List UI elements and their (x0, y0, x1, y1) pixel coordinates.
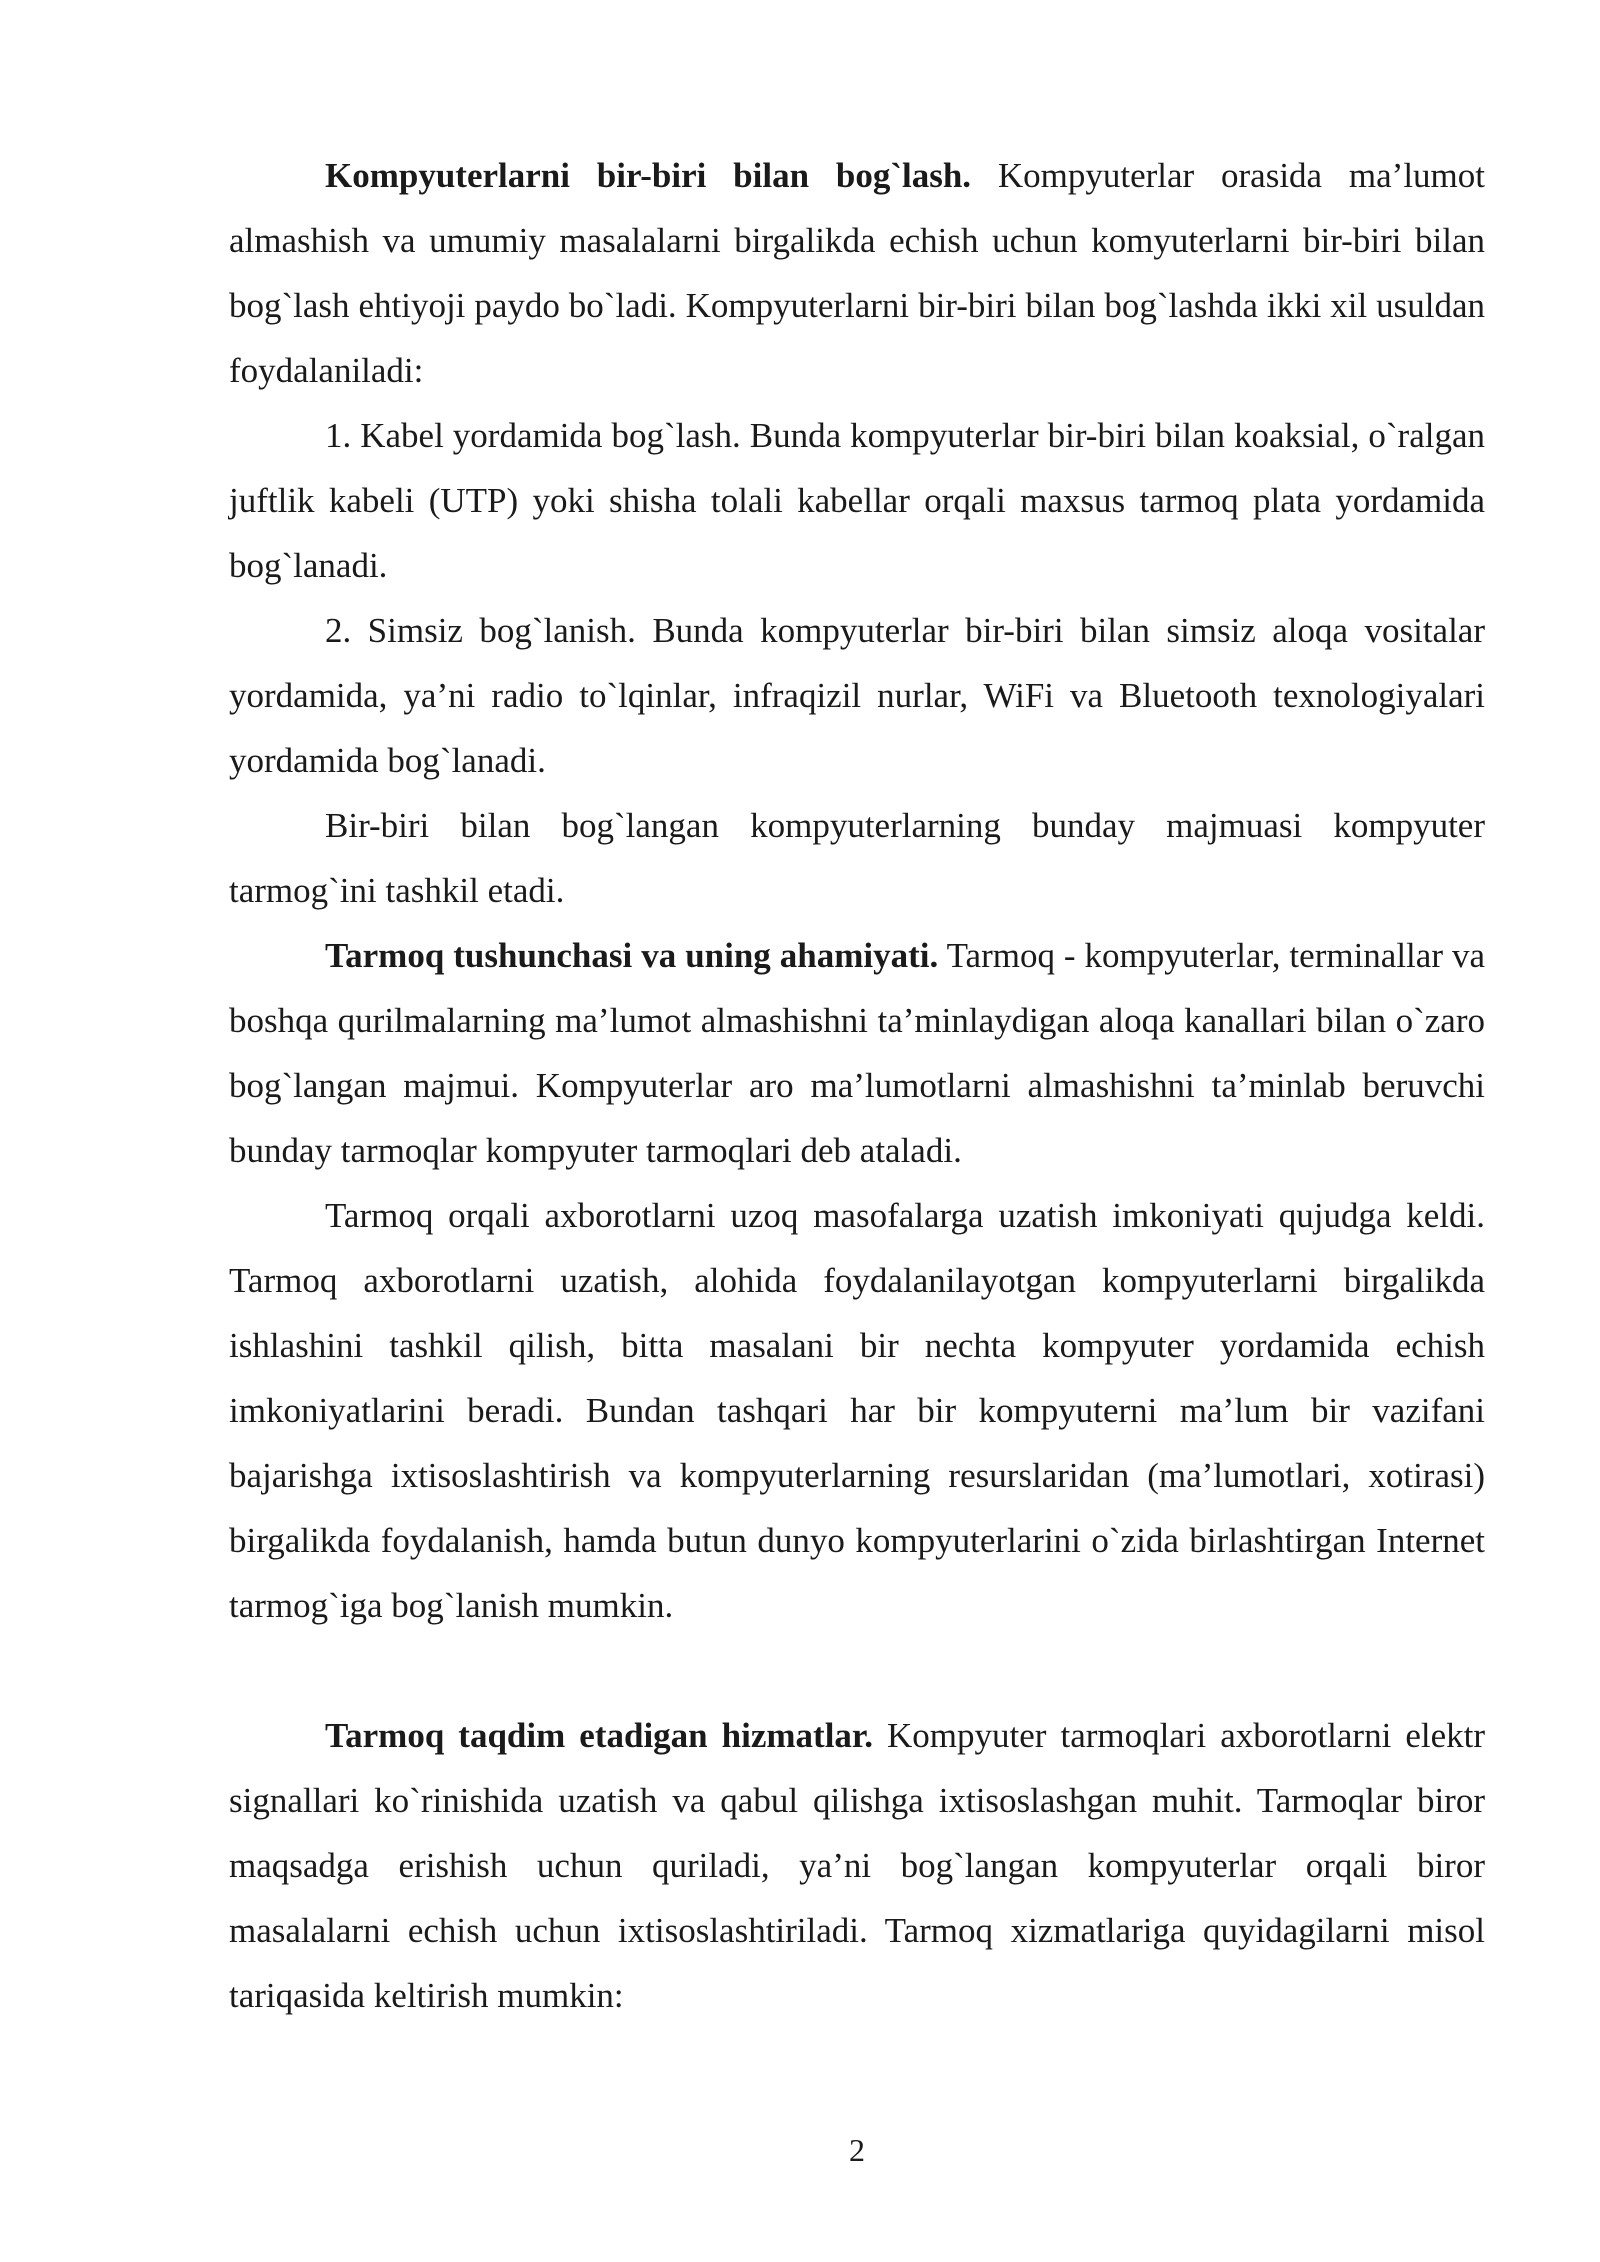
document-page (229, 143, 1485, 2028)
paragraph-text: Kompyuter tarmoqlari axborotlarni elektr signallari ko`rinishida uzatish va qabul qilishga ixtisoslashgan muhit. Tarmoqlar biror maqsadga erishish uchun quriladi, ya’ni bog`langan kompyuterlar orqali biror masalalarni echish uchun ixtisoslashtiriladi. Tarmoq xizmatlariga quyidagilarni misol tariqasida keltirish mumkin: (229, 1716, 1486, 2015)
paragraph-network-services (229, 1703, 1485, 2028)
section-heading-connecting-computers: Kompyuterlarni bir-biri bilan bog`lash. (325, 156, 972, 195)
paragraph-connecting-computers (229, 143, 1485, 403)
list-item-wireless: 2. Simsiz bog`lanish. Bunda kompyuterlar bir-biri bilan simsiz aloqa vositalar yordamida, ya’ni radio to`lqinlar, infraqizil nurlar, WiFi va Bluetooth texnologiyalari yordamida bog`lanadi. (229, 611, 1485, 780)
section-heading-network-services: Tarmoq taqdim etadigan hizmatlar. (325, 1716, 873, 1755)
list-item-cable: 1. Kabel yordamida bog`lash. Bunda kompyuterlar bir-biri bilan koaksial, o`ralgan juftlik kabeli (UTP) yoki shisha tolali kabellar orqali maxsus tarmoq plata yordamida bog`lanadi. (229, 416, 1485, 585)
paragraph-text: Kompyuterlar orasida ma’lumot almashish va umumiy masalalarni birgalikda echish uchun komyuterlarni bir-biri bilan bog`lash ehtiyoji paydo bo`ladi. Kompyuterlarni bir-biri bilan bog`lashda ikki xil usuldan foydalaniladi: (229, 156, 1486, 390)
paragraph-text: Tarmoq - kompyuterlar, terminallar va boshqa qurilmalarning ma’lumot almashishni ta’minlaydigan aloqa kanallari bilan o`zaro bog`langan majmui. Kompyuterlar aro ma’lumotlarni almashishni ta’minlab beruvchi bunday tarmoqlar kompyuter tarmoqlari deb ataladi. (229, 936, 1485, 1170)
page-number: 2 (849, 2132, 865, 2168)
section-heading-network-concept: Tarmoq tushunchasi va uning ahamiyati. (325, 936, 939, 975)
paragraph-network-benefits: Tarmoq orqali axborotlarni uzoq masofalarga uzatish imkoniyati qujudga keldi. Tarmoq axborotlarni uzatish, alohida foydalanilayotgan kompyuterlarni birgalikda ishlashini tashkil qilish, bitta masalani bir nechta kompyuter yordamida echish imkoniyatlarini beradi. Bundan tashqari har bir kompyuterni ma’lum bir vazifani bajarishga ixtisoslashtirish va kompyuterlarning resurslaridan (ma’lumotlari, xotirasi) birgalikda foydalanish, hamda butun dunyo kompyuterlarini o`zida birlashtirgan Internet tarmog`iga bog`lanish mumkin. (229, 1196, 1485, 1625)
paragraph-network-definition: Bir-biri bilan bog`langan kompyuterlarning bunday majmuasi kompyuter tarmog`ini tashkil etadi. (229, 806, 1485, 910)
paragraph-network-concept (229, 923, 1485, 1183)
